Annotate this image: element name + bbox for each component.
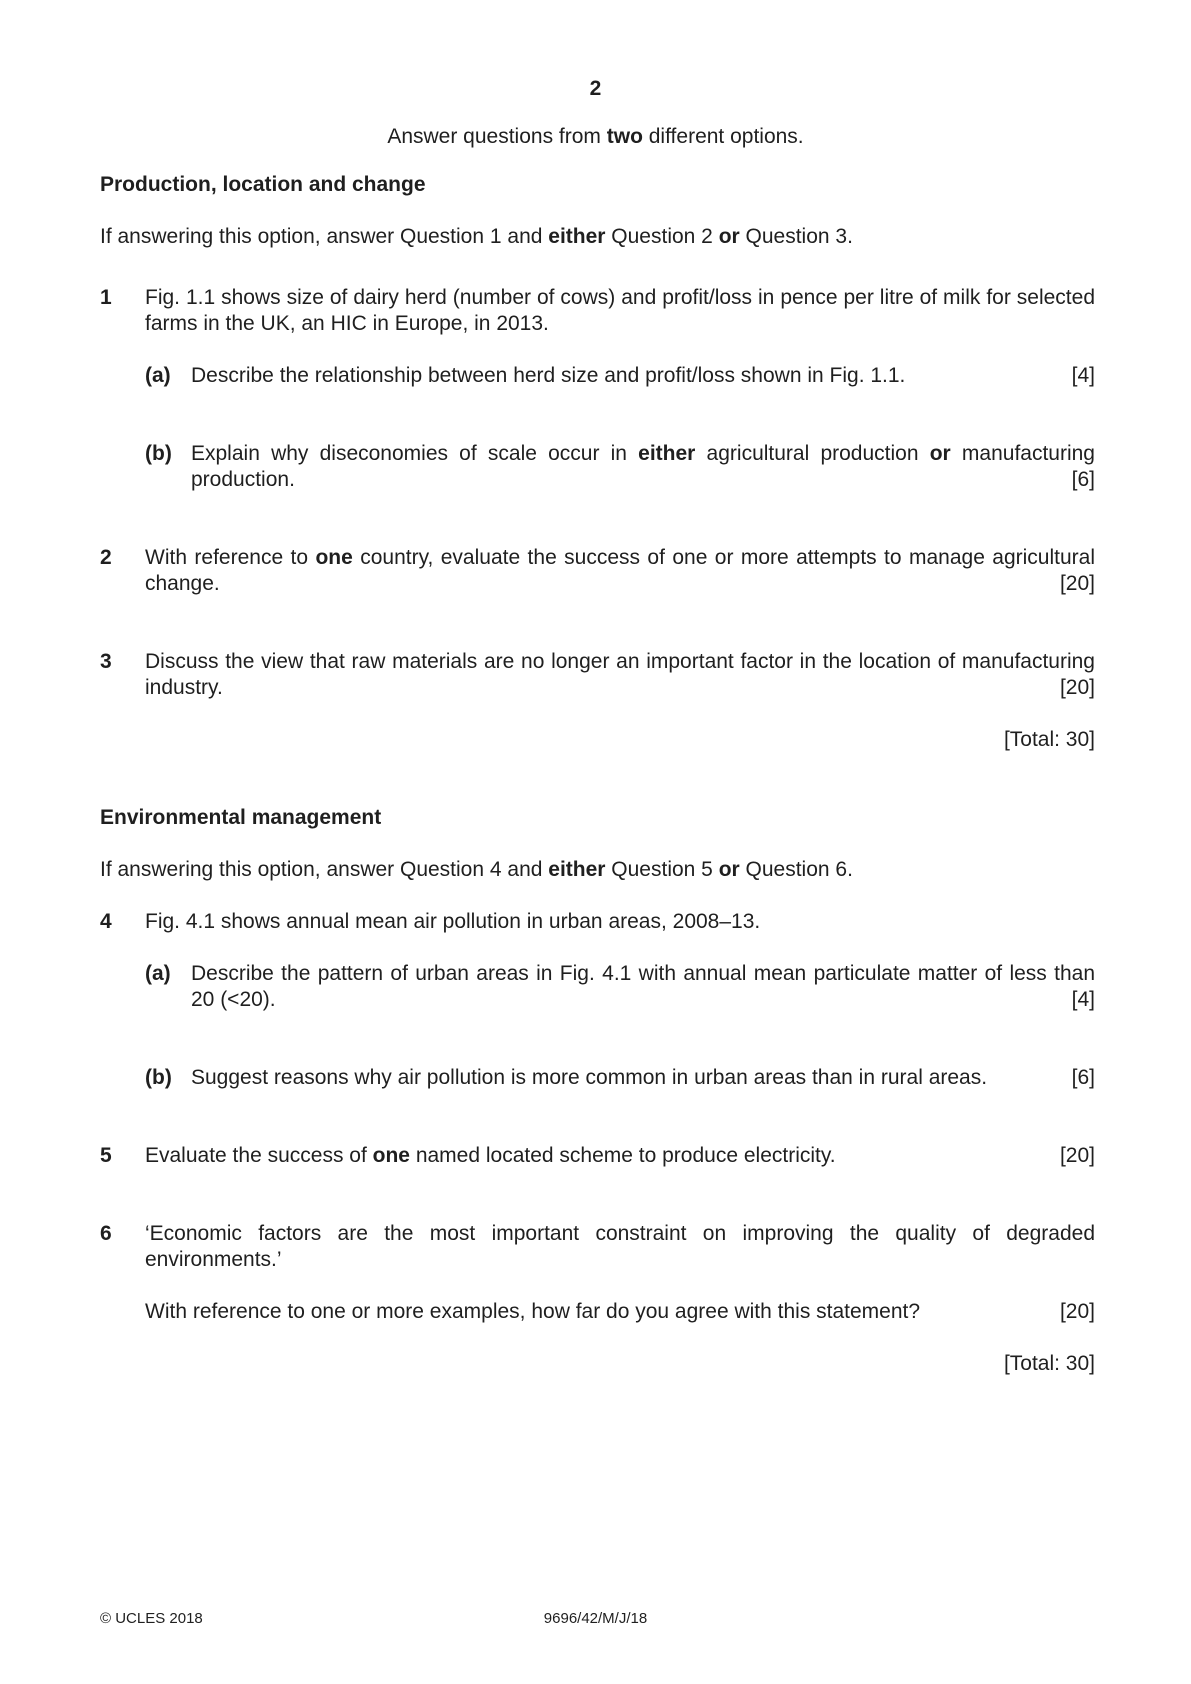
question-2-text: With reference to one country, evaluate the success of one or more attempts to manage agricultural change.	[145, 546, 1095, 595]
question-4a-label: (a)	[145, 962, 171, 985]
footer-copyright: © UCLES 2018	[100, 1610, 203, 1627]
section-title-production: Production, location and change	[100, 173, 426, 196]
general-instruction: Answer questions from two different options.	[387, 125, 804, 148]
question-2-marks: [20]	[1059, 572, 1095, 595]
question-1b-text: Explain why diseconomies of scale occur in either agricultural production or manufacturing production.	[191, 442, 1095, 491]
question-number-3: 3	[100, 650, 112, 673]
section-instruction-production: If answering this option, answer Question 1 and either Question 2 or Question 3.	[100, 225, 853, 248]
page-number: 2	[589, 77, 602, 100]
question-3-marks: [20]	[1059, 676, 1095, 699]
question-1a-text: Describe the relationship between herd size and profit/loss shown in Fig. 1.1.	[191, 364, 906, 387]
section-2-total: [Total: 30]	[1003, 1352, 1095, 1375]
question-5-text: Evaluate the success of one named located scheme to produce electricity.	[145, 1144, 836, 1167]
question-1a-marks: [4]	[1071, 364, 1095, 387]
section-title-environmental: Environmental management	[100, 806, 382, 829]
section-instruction-environmental: If answering this option, answer Question 4 and either Question 5 or Question 6.	[100, 858, 853, 881]
section-1-total: [Total: 30]	[1003, 728, 1095, 751]
question-number-4: 4	[100, 910, 112, 933]
question-6-text: ‘Economic factors are the most important constraint on improving the quality of degraded environments.’	[145, 1222, 1095, 1271]
question-4a-marks: [4]	[1071, 988, 1095, 1011]
question-4-text: Fig. 4.1 shows annual mean air pollution in urban areas, 2008–13.	[145, 910, 761, 933]
question-number-6: 6	[100, 1222, 112, 1245]
question-5-marks: [20]	[1059, 1144, 1095, 1167]
question-number-1: 1	[100, 286, 112, 309]
question-1-text: Fig. 1.1 shows size of dairy herd (number of cows) and profit/loss in pence per litre of milk for selected farms in the UK, an HIC in Europe, in 2013.	[145, 286, 1095, 335]
footer-code: 9696/42/M/J/18	[543, 1610, 648, 1627]
question-4b-marks: [6]	[1071, 1066, 1095, 1089]
question-number-5: 5	[100, 1144, 112, 1167]
question-1b-label: (b)	[145, 442, 172, 465]
question-4b-label: (b)	[145, 1066, 172, 1089]
question-4b-text: Suggest reasons why air pollution is more common in urban areas than in rural areas.	[191, 1066, 988, 1089]
question-3-text: Discuss the view that raw materials are no longer an important factor in the location of manufacturing industry.	[145, 650, 1095, 699]
question-4a-text: Describe the pattern of urban areas in Fig. 4.1 with annual mean particulate matter of less than 20 (<20).	[191, 962, 1095, 1011]
question-6-follow: With reference to one or more examples, how far do you agree with this statement?	[145, 1300, 921, 1323]
question-6-marks: [20]	[1059, 1300, 1095, 1323]
question-1b-marks: [6]	[1071, 468, 1095, 491]
question-1a-label: (a)	[145, 364, 171, 387]
question-number-2: 2	[100, 546, 112, 569]
